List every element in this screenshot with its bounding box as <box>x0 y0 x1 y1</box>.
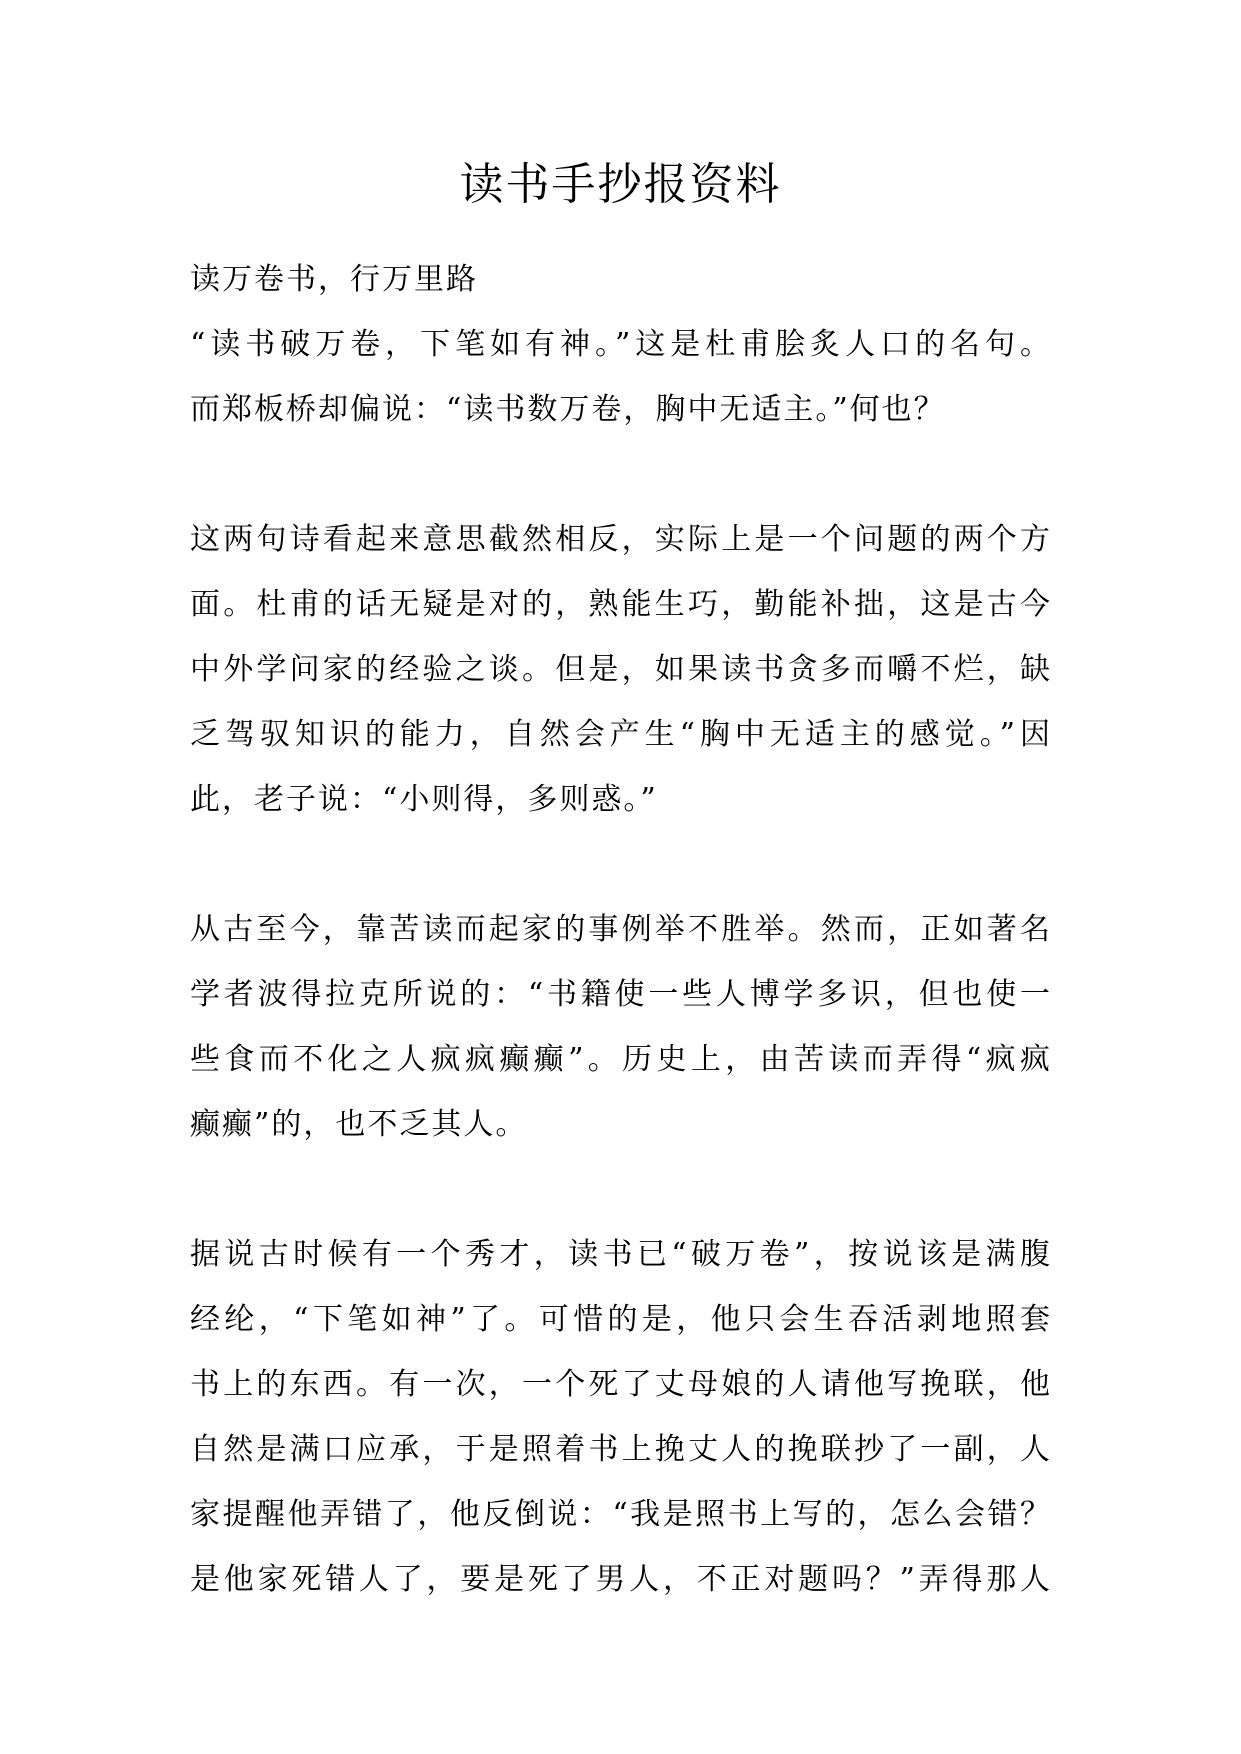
document-subtitle: 读万卷书，行万里路 <box>190 262 478 297</box>
paragraph-gap <box>190 832 1052 897</box>
paragraph-2-line-2: 面。杜甫的话无疑是对的，熟能生巧，勤能补拙，这是古今 <box>190 587 1052 622</box>
paragraph-gap <box>190 442 1052 507</box>
paragraph-4-line-3: 书上的东西。有一次，一个死了丈母娘的人请他写挽联，他 <box>190 1367 1052 1402</box>
paragraph-4-line-4: 自然是满口应承，于是照着书上挽丈人的挽联抄了一副，人 <box>190 1432 1052 1467</box>
paragraph-gap <box>190 1157 1052 1222</box>
paragraph-4-line-1: 据说古时候有一个秀才，读书已“破万卷”，按说该是满腹 <box>190 1237 1052 1272</box>
paragraph-3-line-4: 癫癫”的，也不乏其人。 <box>190 1107 528 1142</box>
paragraph-3-line-3: 些食而不化之人疯疯癫癫”。历史上，由苦读而弄得“疯疯 <box>190 1042 1052 1077</box>
paragraph-4-line-5: 家提醒他弄错了，他反倒说：“我是照书上写的，怎么会错？ <box>190 1497 1052 1532</box>
paragraph-2-line-3: 中外学问家的经验之谈。但是，如果读书贪多而嚼不烂，缺 <box>190 652 1052 687</box>
paragraph-1-line-2: 而郑板桥却偏说：“读书数万卷，胸中无适主。”何也？ <box>190 392 946 427</box>
paragraph-2-line-4: 乏驾驭知识的能力，自然会产生“胸中无适主的感觉。”因 <box>190 717 1052 752</box>
paragraph-3-line-2: 学者波得拉克所说的：“书籍使一些人博学多识，但也使一 <box>190 977 1052 1012</box>
document-title: 读书手抄报资料 <box>459 159 782 210</box>
paragraph-1-line-1: “读书破万卷，下笔如有神。”这是杜甫脍炙人口的名句。 <box>190 327 1052 362</box>
document-body <box>190 247 1052 1612</box>
paragraph-4-line-6: 是他家死错人了，要是死了男人，不正对题吗？”弄得那人 <box>190 1562 1052 1597</box>
paragraph-2-line-5: 此，老子说：“小则得，多则惑。” <box>190 782 658 817</box>
paragraph-3-line-1: 从古至今，靠苦读而起家的事例举不胜举。然而，正如著名 <box>190 912 1052 947</box>
paragraph-2-line-1: 这两句诗看起来意思截然相反，实际上是一个问题的两个方 <box>190 522 1052 557</box>
paragraph-4-line-2: 经纶，“下笔如神”了。可惜的是，他只会生吞活剥地照套 <box>190 1302 1052 1337</box>
